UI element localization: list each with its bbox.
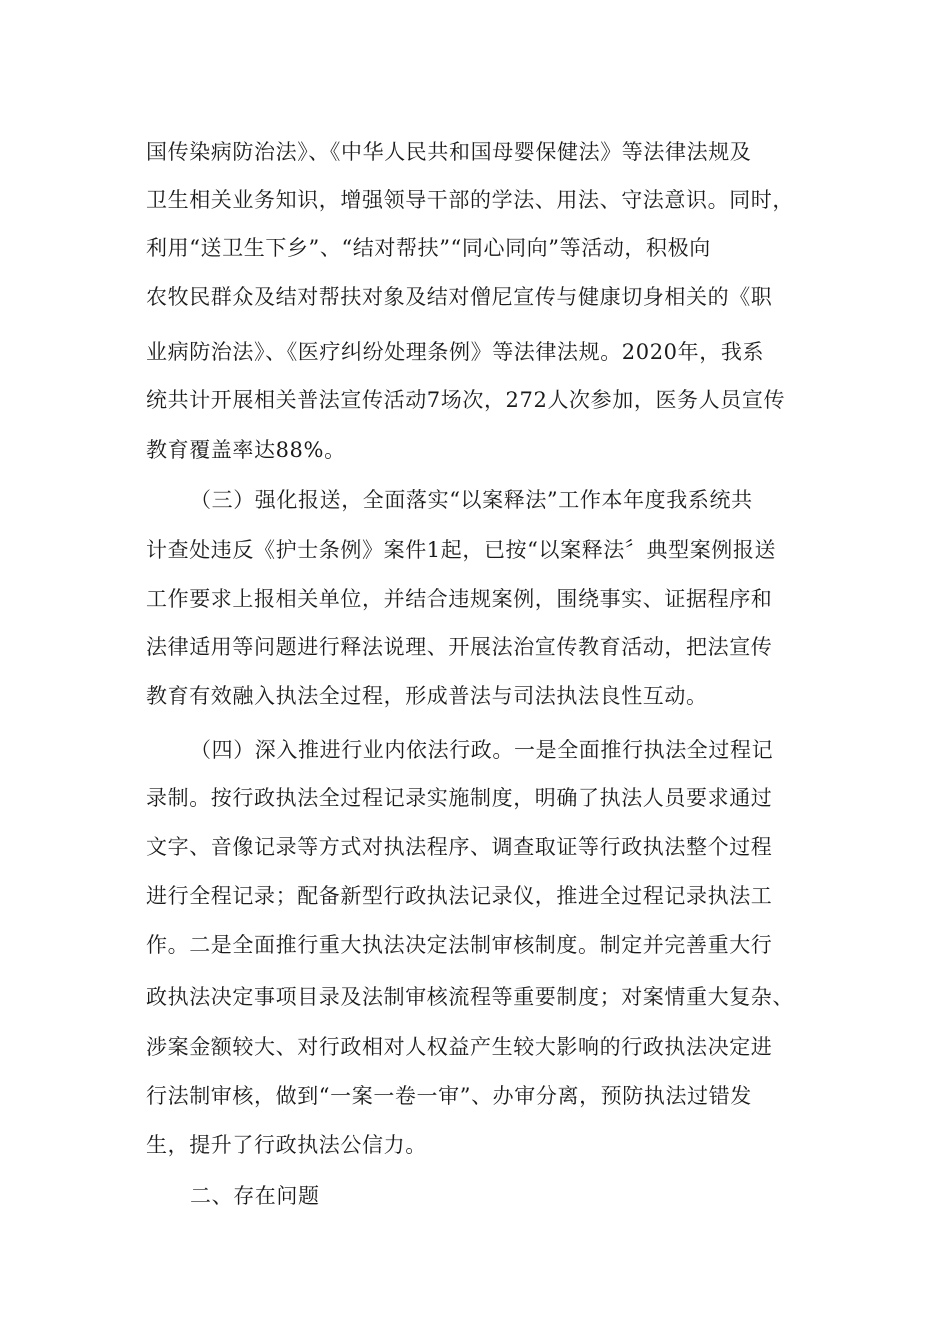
text-line: 进行全程记录；配备新型行政执法记录仪，推进全过程记录执法工 [146,884,773,908]
text-line: 利用“送卫生下乡”、“结对帮扶”“同心同向”等活动，积极向 [146,236,711,260]
text-line: 农牧民群众及结对帮扶对象及结对僧尼宣传与健康切身相关的《职 [146,285,773,309]
paragraph-first-line: （三）强化报送，全面落实“以案释法”工作本年度我系统共 [190,488,753,512]
text-line: 文字、音像记录等方式对执法程序、调查取证等行政执法整个过程 [146,835,773,859]
text-line: 国传染病防治法》、《中华人民共和国母婴保健法》等法律法规及 [146,140,752,164]
text-line: 行法制审核，做到“一案一卷一审”、办审分离，预防执法过错发 [146,1084,752,1108]
text-line: 生，提升了行政执法公信力。 [146,1133,427,1157]
text-line: 法律适用等问题进行释法说理、开展法治宣传教育活动，把法宣传 [146,635,773,659]
text-line: 作。二是全面推行重大执法决定法制审核制度。制定并完善重大行 [146,933,773,957]
text-line: 统共计开展相关普法宣传活动7场次，272人次参加，医务人员宣传 [146,388,786,412]
text-line: 业病防治法》、《医疗纠纷处理条例》等法律法规。2020年，我系 [146,340,765,364]
text-line: 教育覆盖率达88%。 [146,438,346,462]
section-heading: 二、存在问题 [190,1184,320,1208]
text-line: 政执法决定事项目录及法制审核流程等重要制度；对案情重大复杂、 [146,985,794,1009]
text-line: 录制。按行政执法全过程记录实施制度，明确了执法人员要求通过 [146,786,773,810]
text-line: 教育有效融入执法全过程，形成普法与司法执法良性互动。 [146,684,708,708]
text-line: 工作要求上报相关单位，并结合违规案例，围绕事实、证据程序和 [146,587,773,611]
text-line: 计查处违反《护士条例》案件1起，已按“以案释法〞典型案例报送 [146,538,777,562]
text-line: 涉案金额较大、对行政相对人权益产生较大影响的行政执法决定进 [146,1035,773,1059]
text-line: 卫生相关业务知识，增强领导干部的学法、用法、守法意识。同时， [146,188,794,212]
paragraph-first-line: （四）深入推进行业内依法行政。一是全面推行执法全过程记 [190,738,774,762]
